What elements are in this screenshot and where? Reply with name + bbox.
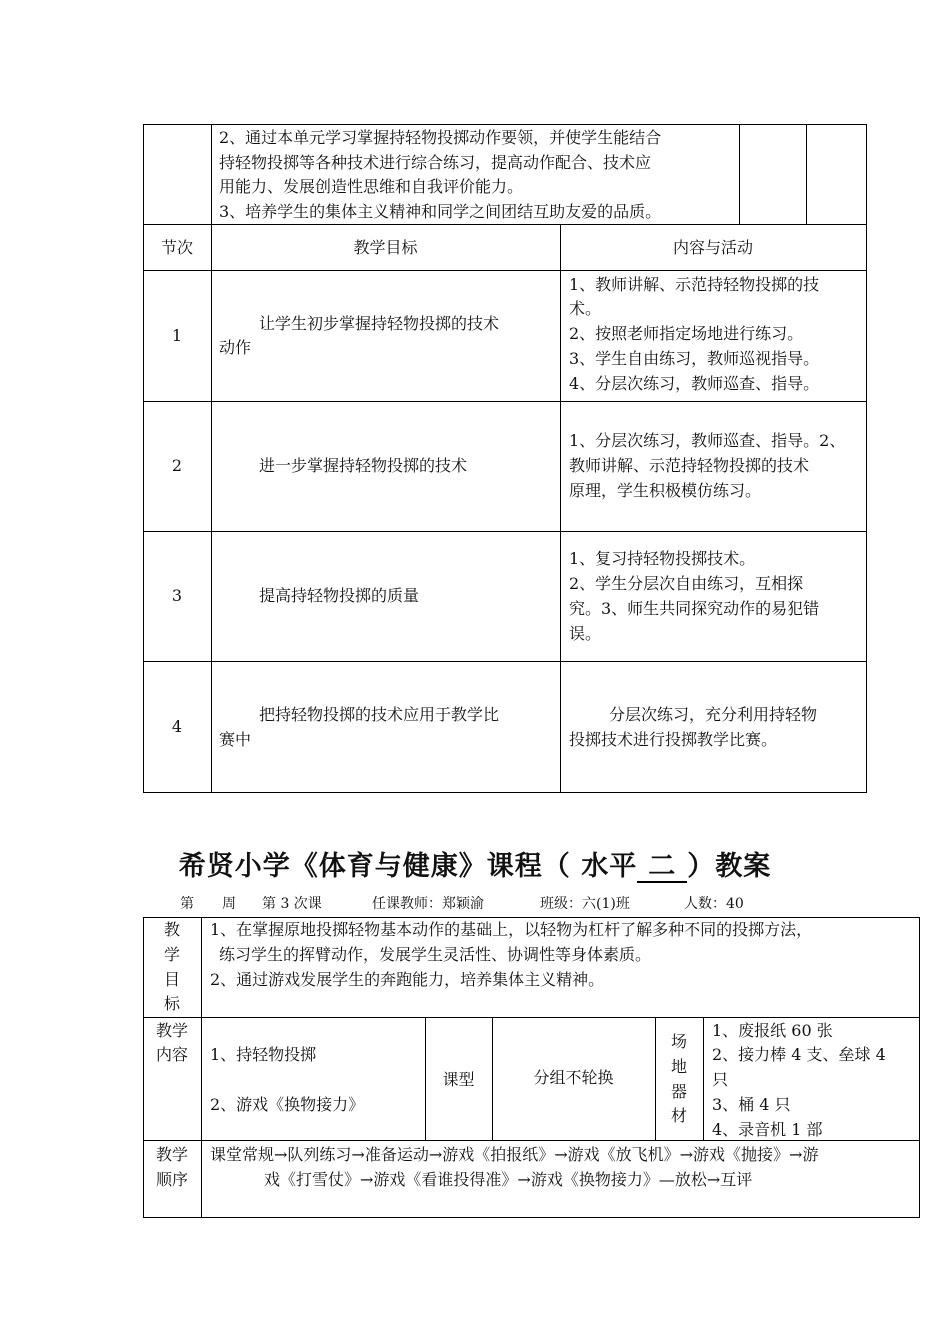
lesson-content-line: 1、复习持轻物投掷技术。 — [569, 549, 756, 568]
objective-line: 3、培养学生的集体主义精神和同学之间团结互助友爱的品质。 — [219, 202, 662, 221]
content-item: 2、游戏《换物接力》 — [210, 1095, 365, 1114]
goal-label-char: 标 — [163, 994, 180, 1013]
equip-label-char: 场 — [670, 1032, 687, 1051]
lesson-goal-line: 提高持轻物投掷的质量 — [259, 586, 420, 605]
lesson-goal-line: 把持轻物投掷的技术应用于教学比 — [259, 705, 500, 724]
content-label: 内容 — [155, 1045, 188, 1064]
lesson-number: 2 — [171, 456, 183, 475]
objective-line: 2、通过本单元学习掌握持轻物投掷动作要领，并使学生能结合 — [219, 128, 662, 147]
objective-line: 用能力、发展创造性思维和自我评价能力。 — [219, 177, 524, 196]
title-prefix: 希贤小学《体育与健康》课程（ 水平 — [178, 851, 638, 882]
type-value: 分组不轮换 — [533, 1068, 614, 1087]
equip-item: 1、废报纸 60 张 — [712, 1021, 833, 1040]
plan-goal-line: 练习学生的挥臂动作，发展学生灵活性、协调性等身体素质。 — [219, 945, 652, 964]
goal-label-char: 目 — [163, 970, 180, 989]
plan-goal-line: 2、通过游戏发展学生的奔跑能力，培养集体主义精神。 — [210, 970, 605, 989]
goal-label-char: 学 — [163, 945, 180, 964]
equip-item: 4、录音机 1 部 — [712, 1120, 823, 1139]
plan-title — [0, 844, 950, 883]
lesson-number: 1 — [171, 326, 183, 345]
goal-label-char: 教 — [163, 920, 180, 939]
lesson-content-line: 误。 — [569, 624, 602, 643]
lesson-number: 3 — [171, 586, 183, 605]
lesson-content-line: 教师讲解、示范持轻物投掷的技术 — [569, 456, 810, 475]
meta-lesson-no: 第 3 次课 — [262, 896, 322, 912]
equip-item: 只 — [712, 1070, 729, 1089]
lesson-content-line: 3、学生自由练习，教师巡视指导。 — [569, 349, 820, 368]
order-label: 教学 — [155, 1145, 188, 1164]
lesson-content-line: 2、学生分层次自由练习，互相探 — [569, 574, 804, 593]
lesson-content-line: 投掷技术进行投掷教学比赛。 — [569, 730, 778, 749]
content-item: 1、持轻物投掷 — [210, 1045, 317, 1064]
lesson-content-line: 原理，学生积极模仿练习。 — [569, 481, 762, 500]
lesson-content-line: 术。 — [569, 299, 602, 318]
lesson-content-line: 究。3、师生共同探究动作的易犯错 — [569, 599, 820, 618]
equip-label-char: 器 — [670, 1082, 687, 1101]
lesson-content-line: 1、教师讲解、示范持轻物投掷的技 — [569, 275, 820, 294]
title-suffix: ）教案 — [687, 851, 772, 882]
lesson-content-line: 4、分层次练习，教师巡查、指导。 — [569, 374, 820, 393]
header-lesson: 节次 — [160, 238, 193, 257]
meta-teacher: 任课教师：郑颖渝 — [372, 896, 484, 912]
equip-label-char: 材 — [670, 1106, 687, 1125]
meta-count: 人数：40 — [684, 896, 744, 912]
order-line: 戏《打雪仗》→游戏《看谁投得准》→游戏《换物接力》—放松→互评 — [264, 1170, 753, 1189]
order-line: 课堂常规→队列练习→准备运动→游戏《拍报纸》→游戏《放飞机》→游戏《抛接》→游 — [210, 1145, 819, 1164]
order-label: 顺序 — [155, 1170, 188, 1189]
objective-line: 持轻物投掷等各种技术进行综合练习，提高动作配合、技术应 — [219, 153, 652, 172]
header-goal: 教学目标 — [353, 238, 418, 257]
lesson-content-line: 1、分层次练习，教师巡查、指导。2、 — [569, 431, 846, 450]
lesson-number: 4 — [171, 717, 183, 736]
header-content: 内容与活动 — [672, 238, 753, 257]
lesson-goal-line: 让学生初步掌握持轻物投掷的技术 — [259, 314, 500, 333]
equip-label-char: 地 — [670, 1057, 687, 1076]
content-label: 教学 — [155, 1021, 188, 1040]
type-label: 课型 — [442, 1070, 475, 1089]
meta-week: 第 周 — [180, 896, 236, 912]
lesson-content-line: 分层次练习，充分利用持轻物 — [609, 705, 818, 724]
equip-item: 3、桶 4 只 — [712, 1095, 791, 1114]
title-level: 二 — [637, 853, 687, 883]
meta-class: 班级：六(1)班 — [540, 896, 630, 912]
equip-item: 2、接力棒 4 支、垒球 4 — [712, 1045, 886, 1064]
lesson-content-line: 2、按照老师指定场地进行练习。 — [569, 324, 804, 343]
lesson-goal-line: 进一步掌握持轻物投掷的技术 — [259, 456, 468, 475]
lesson-goal-line: 动作 — [219, 338, 252, 357]
plan-goal-line: 1、在掌握原地投掷轻物基本动作的基础上，以轻物为杠杆了解多种不同的投掷方法， — [210, 920, 813, 939]
lesson-goal-line: 赛中 — [219, 730, 252, 749]
